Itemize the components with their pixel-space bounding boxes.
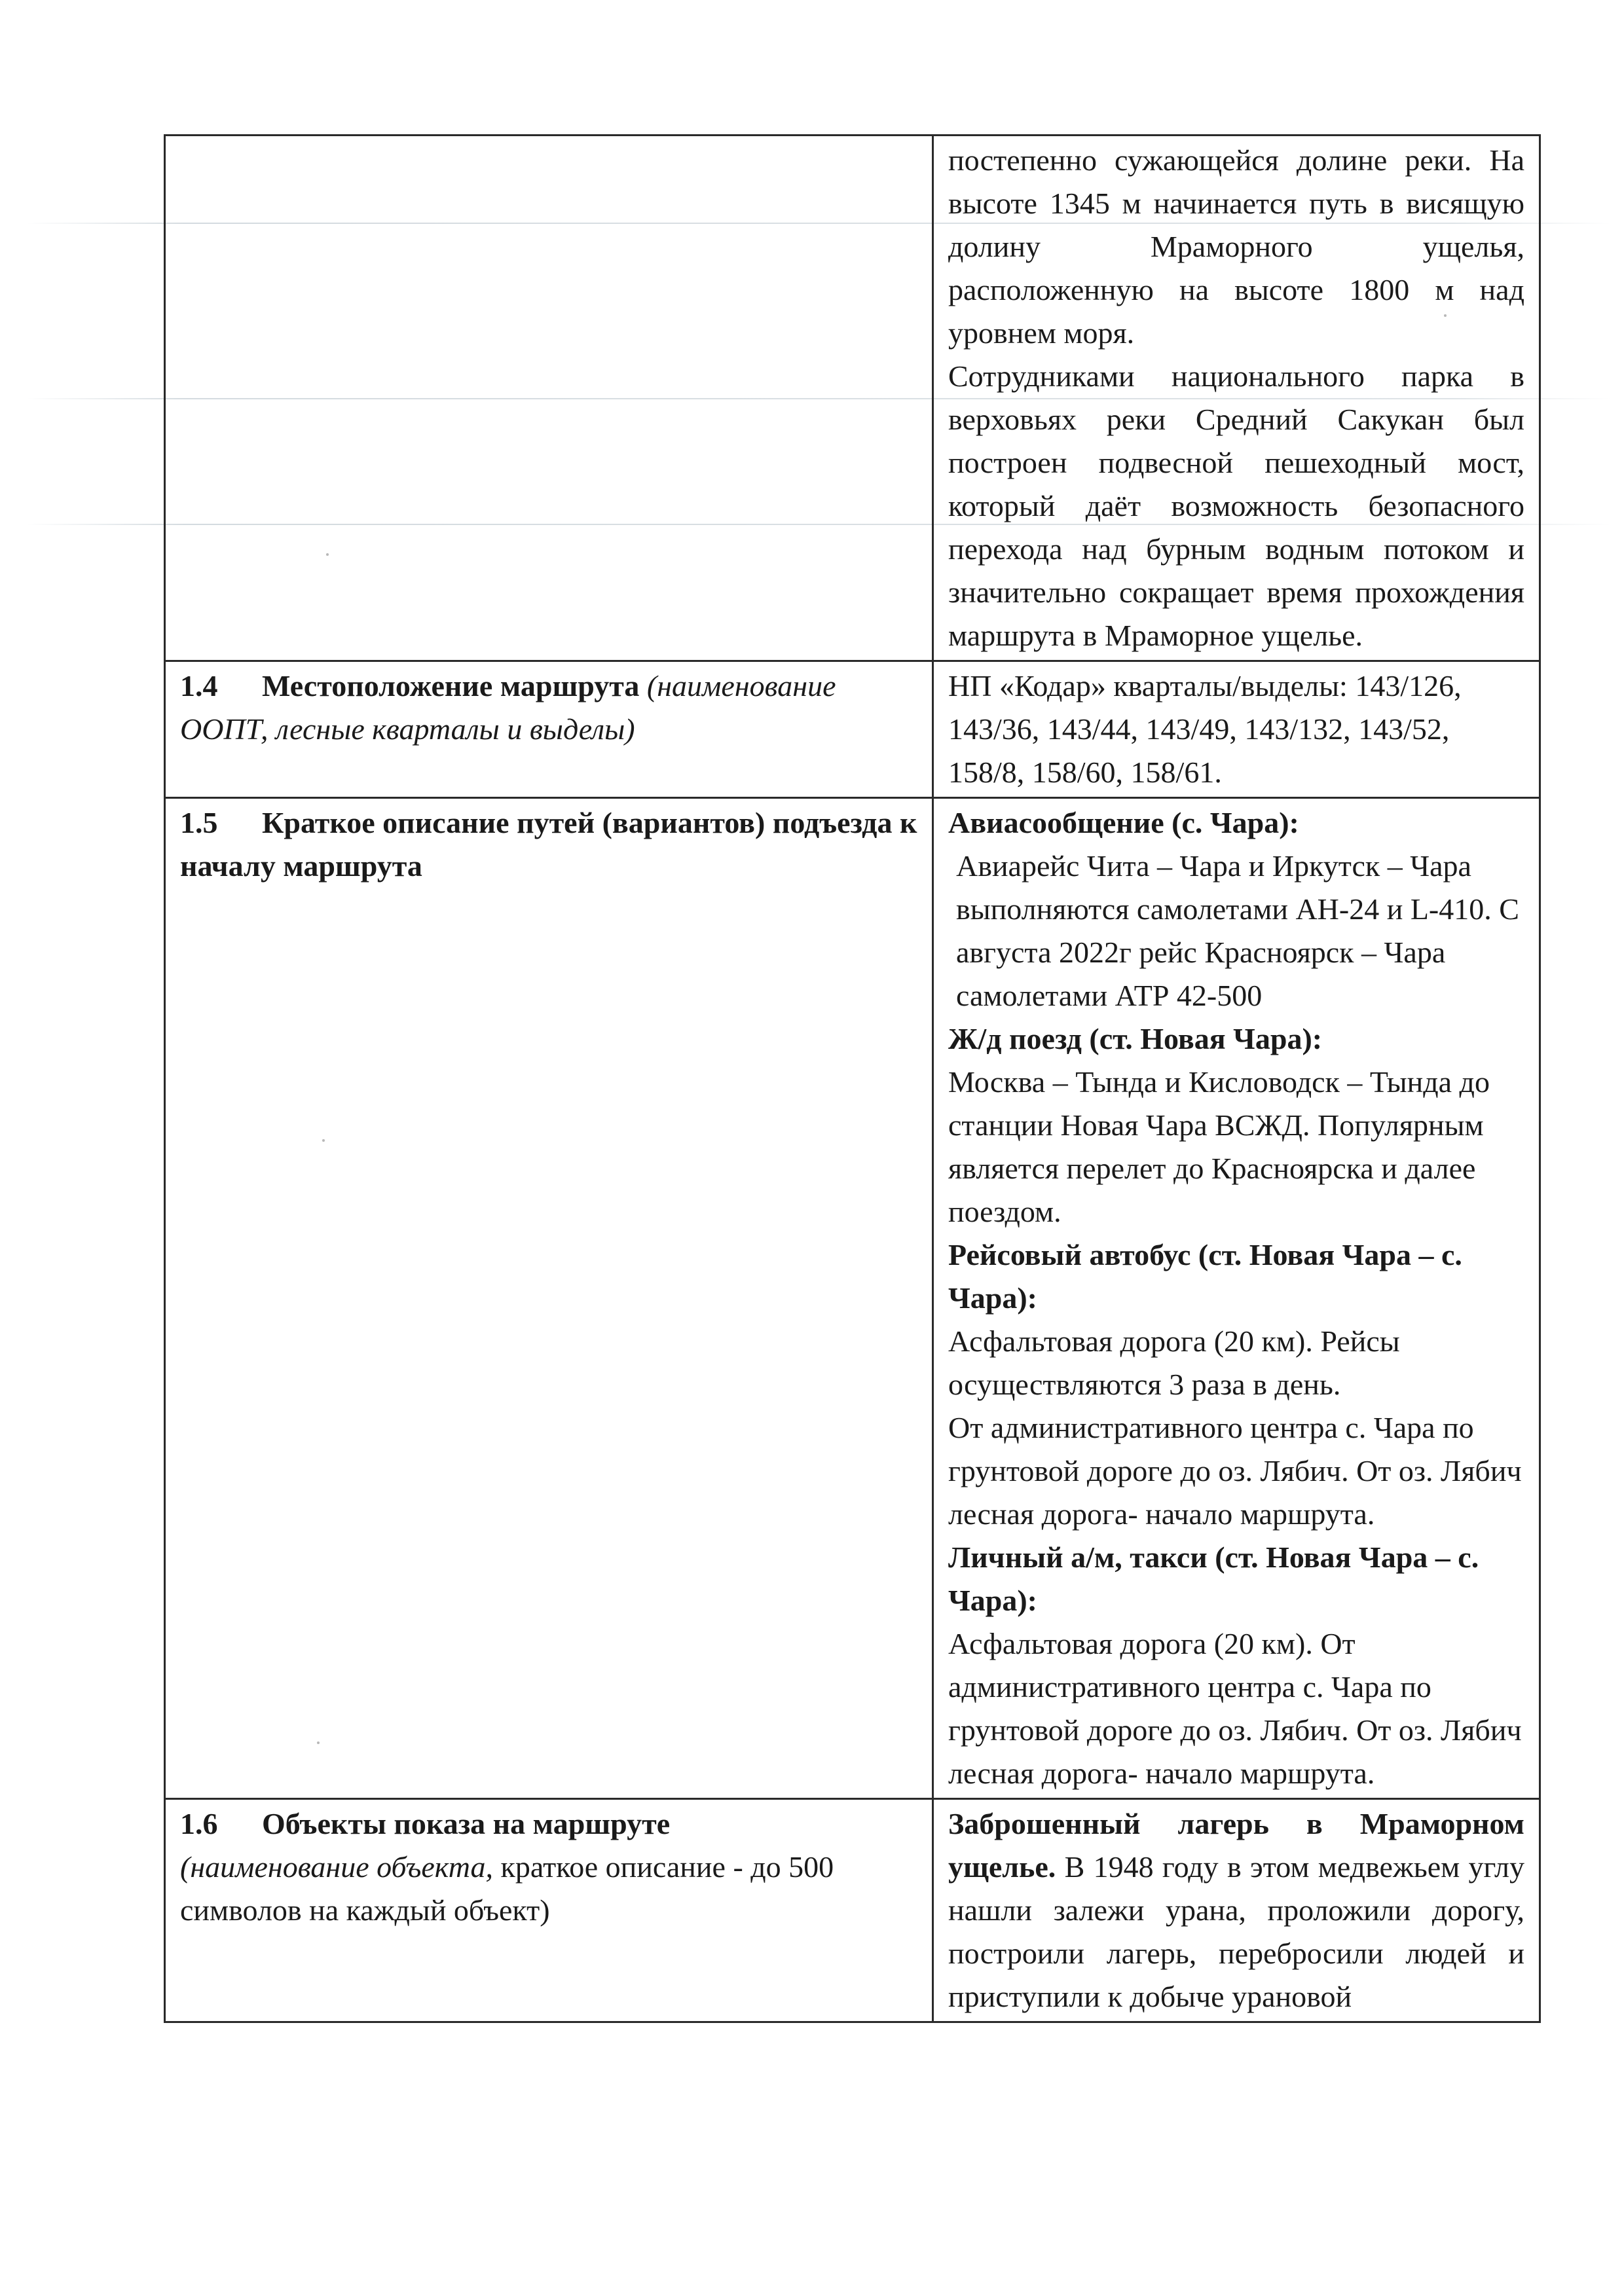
route-info-table	[164, 134, 1541, 2023]
object-text: В 1948 году в этом медвежьем углу нашли залежи урана, проложили дорогу, построили лагерь, перебросили людей и приступили к добыче урановой	[948, 1850, 1525, 2013]
bus-text: Асфальтовая дорога (20 км). Рейсы осуществляются 3 раза в день.	[948, 1324, 1400, 1401]
table-row-continuation	[165, 136, 1540, 661]
section-note-italic: (наименование объекта,	[180, 1850, 493, 1884]
air-text: Авиарейс Чита – Чара и Иркутск – Чара выполняются самолетами АН-24 и L-410. С августа 2022г рейс Красноярск – Чара самолетами АТР 42-500	[956, 849, 1519, 1012]
rail-text: Москва – Тында и Кисловодск – Тында до станции Новая Чара ВСЖД. Популярным является перелет до Красноярска и далее поездом.	[948, 1065, 1490, 1228]
section-number: 1.6	[180, 1807, 218, 1840]
cell-1-4-label	[165, 661, 933, 798]
cell-left-empty	[165, 136, 933, 661]
car-heading: Личный а/м, такси (ст. Новая Чара – с. Чара):	[948, 1540, 1479, 1617]
table-row-1-5	[165, 798, 1540, 1799]
cell-1-6-label	[165, 1799, 933, 2022]
table-row-1-4	[165, 661, 1540, 798]
cell-1-5-label	[165, 798, 933, 1799]
continuation-paragraph-1: постепенно сужающейся долине реки. На высоте 1345 м начинается путь в висящую долину Мраморного ущелья, расположенную на высоте 1800 м над уровнем моря.	[948, 143, 1524, 350]
cell-1-5-value	[933, 798, 1540, 1799]
cell-1-4-value	[933, 661, 1540, 798]
bus-text-2: От административного центра с. Чара по грунтовой дороге до оз. Лябич. От оз. Лябич лесная дорога- начало маршрута.	[948, 1411, 1522, 1531]
section-note: (наименование ООПТ, лесные кварталы и выделы)	[180, 669, 836, 746]
rail-heading: Ж/д поезд (ст. Новая Чара):	[948, 1022, 1323, 1055]
air-heading: Авиасообщение (с. Чара):	[948, 806, 1299, 839]
section-number: 1.4	[180, 669, 218, 702]
section-title: Краткое описание путей (вариантов) подъезда к началу маршрута	[180, 806, 917, 883]
car-text: Асфальтовая дорога (20 км). От административного центра с. Чара по грунтовой дороге до оз. Лябич. От оз. Лябич лесная дорога- начало маршрута.	[948, 1627, 1522, 1790]
bus-heading: Рейсовый автобус (ст. Новая Чара – с. Чара):	[948, 1238, 1462, 1315]
section-number: 1.5	[180, 806, 218, 839]
location-value: НП «Кодар» кварталы/выделы: 143/126, 143/36, 143/44, 143/49, 143/132, 143/52, 158/8, 158/60, 158/61.	[948, 669, 1462, 789]
section-title: Объекты показа на маршруте	[262, 1807, 671, 1840]
table-row-1-6	[165, 1799, 1540, 2022]
continuation-paragraph-2: Сотрудниками национального парка в верховьях реки Средний Сакукан был построен подвесной пешеходный мост, который даёт возможность безопасного перехода над бурным водным потоком и значительно сокращает время прохождения маршрута в Мраморное ущелье.	[948, 359, 1524, 652]
object-heading: Заброшенный лагерь в Мраморном ущелье.	[948, 1807, 1524, 1884]
section-title: Местоположение маршрута	[262, 669, 640, 702]
section-note-regular: краткое описание - до 500 символов на каждый объект)	[180, 1850, 834, 1927]
cell-continuation-text	[933, 136, 1540, 661]
cell-1-6-value	[933, 1799, 1540, 2022]
